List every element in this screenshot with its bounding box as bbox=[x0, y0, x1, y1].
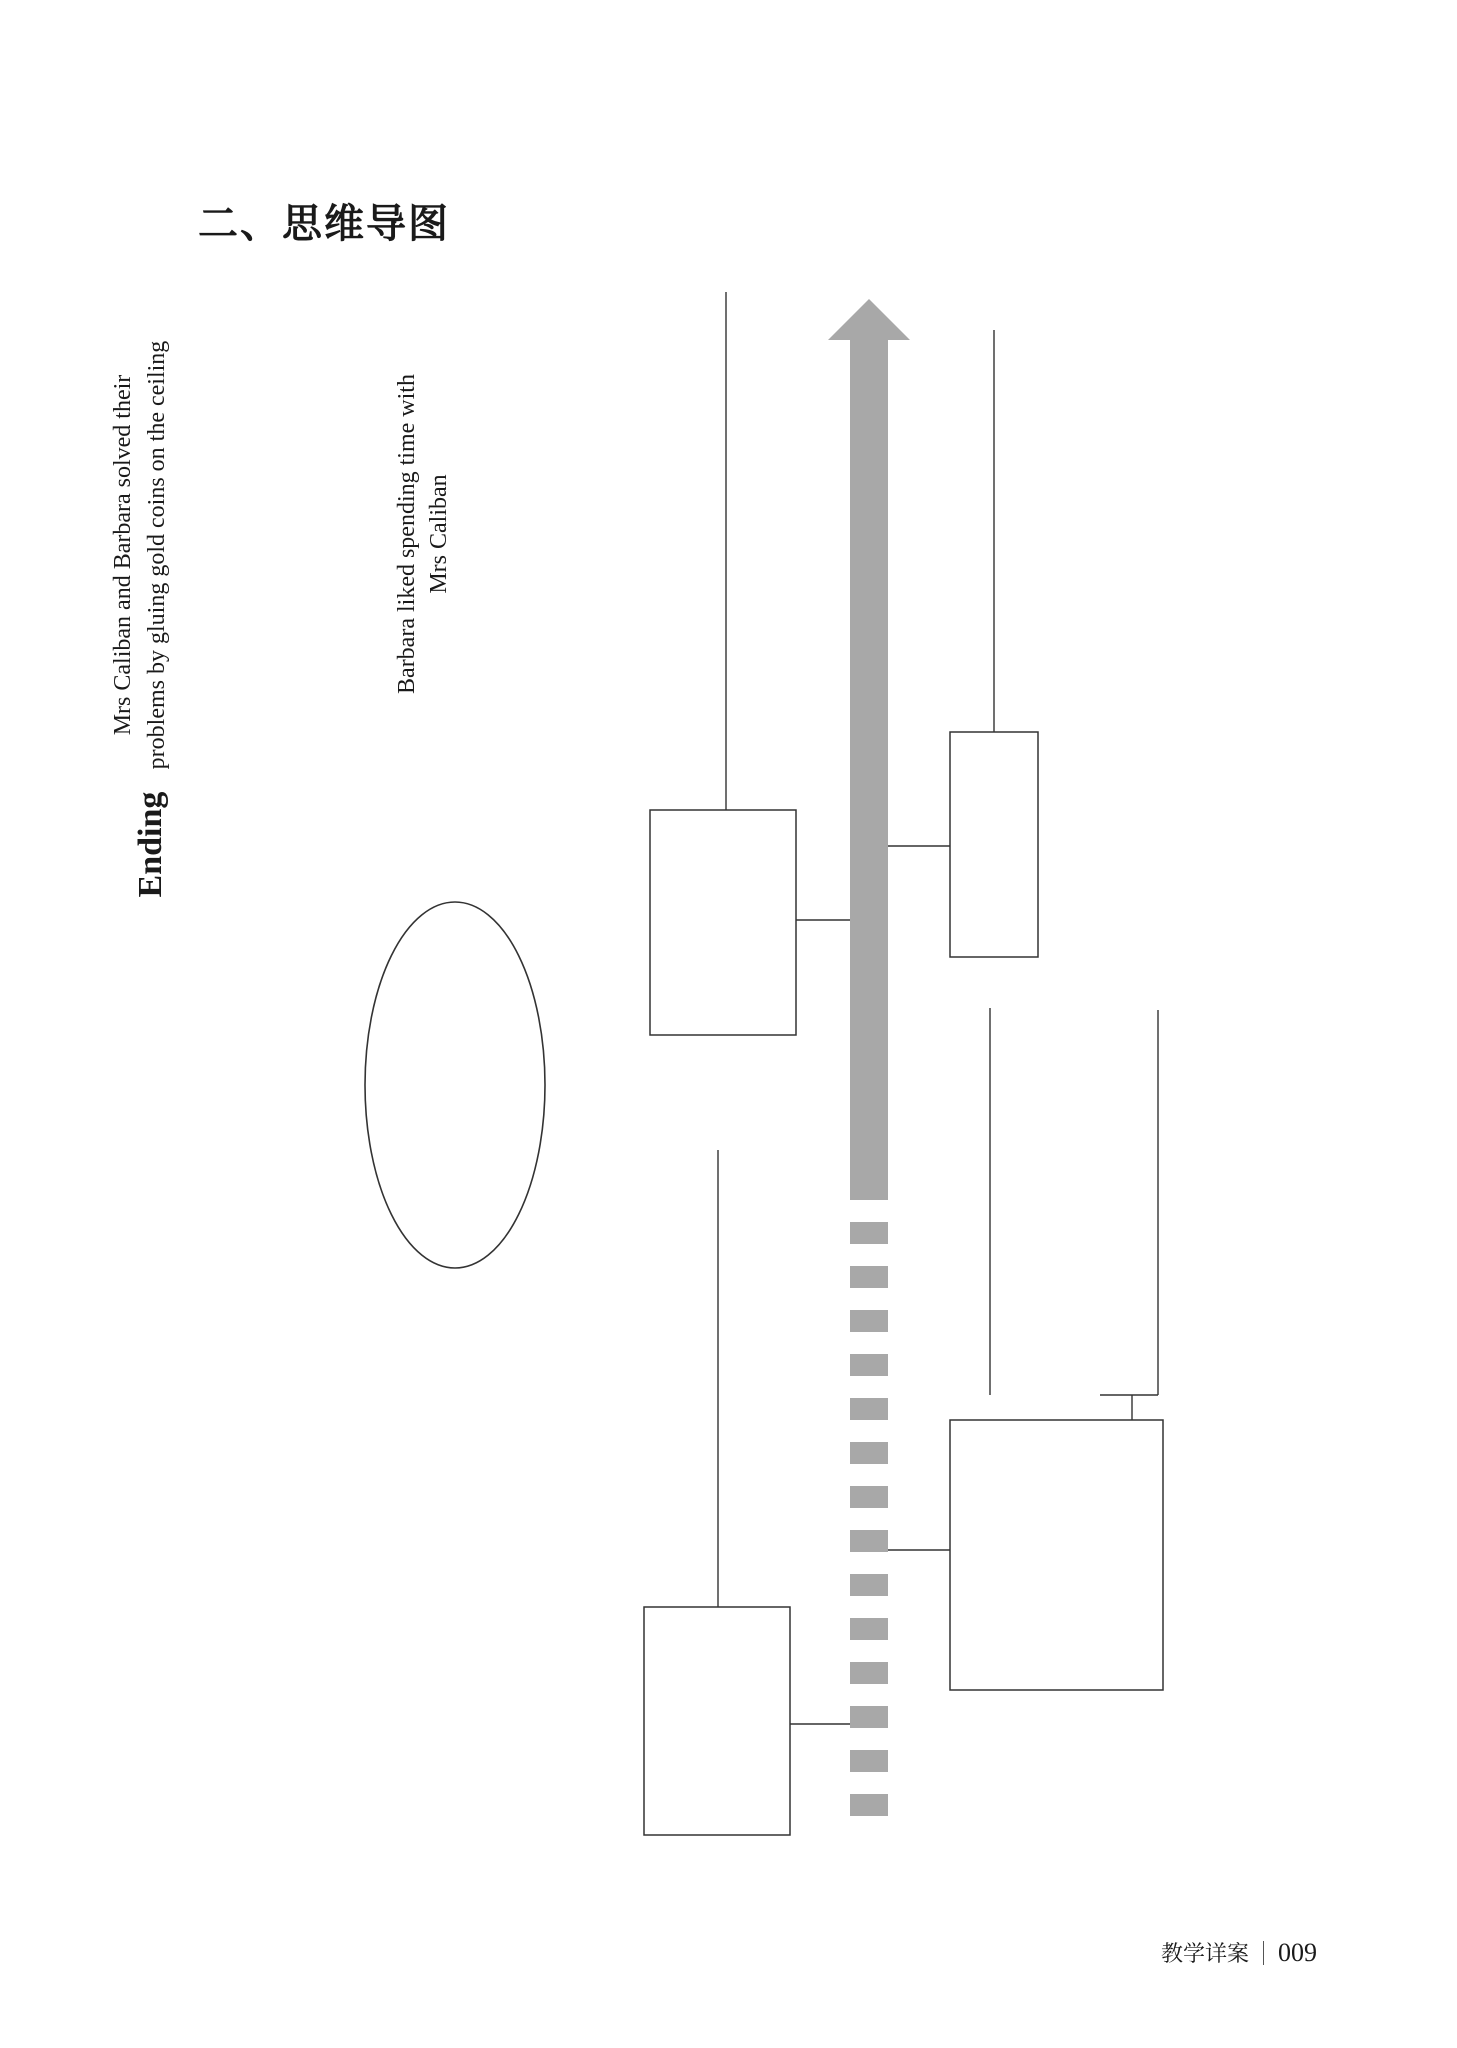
timeline-dash bbox=[850, 1310, 888, 1332]
timeline-dash bbox=[850, 1442, 888, 1464]
stage-note: Barbara liked spending time with Mrs Caliban bbox=[394, 374, 453, 694]
timeline-dash bbox=[850, 1398, 888, 1420]
timeline-dash bbox=[850, 1486, 888, 1508]
footer-divider bbox=[1263, 1941, 1264, 1965]
timeline-arrow bbox=[828, 299, 910, 1816]
timeline-dash bbox=[850, 1750, 888, 1772]
timeline-dash bbox=[850, 1662, 888, 1684]
stages bbox=[0, 292, 1163, 1835]
page-footer bbox=[1161, 1937, 1317, 1968]
stage-box bbox=[950, 732, 1038, 957]
timeline-dash bbox=[850, 1618, 888, 1640]
stage-title: Ending bbox=[132, 791, 170, 898]
page-number: 009 bbox=[1278, 1937, 1317, 1967]
timeline-dash bbox=[850, 1222, 888, 1244]
section-heading: 二、思维导图 bbox=[198, 201, 450, 247]
timeline-dash bbox=[850, 1794, 888, 1816]
timeline-dash bbox=[850, 1354, 888, 1376]
central-topic bbox=[0, 902, 545, 1268]
timeline-dash bbox=[850, 1574, 888, 1596]
stage-ending bbox=[132, 330, 1038, 957]
timeline-dash bbox=[850, 1266, 888, 1288]
timeline-dash bbox=[850, 1706, 888, 1728]
timeline-arrow-head bbox=[828, 299, 910, 340]
stage-note: Mrs Caliban and Barbara solved their problems by gluing gold coins on the ceiling bbox=[110, 340, 171, 770]
stage-development bbox=[0, 1008, 1163, 1690]
timeline-arrow-shaft bbox=[850, 335, 888, 1200]
stage-box bbox=[650, 810, 796, 1035]
timeline-dash bbox=[850, 1530, 888, 1552]
footer-label: 教学详案 bbox=[1160, 1942, 1249, 1967]
central-topic-ellipse bbox=[365, 902, 545, 1268]
timeline-dashes bbox=[850, 1222, 888, 1816]
stage-box bbox=[950, 1420, 1163, 1690]
stage-box bbox=[644, 1607, 790, 1835]
